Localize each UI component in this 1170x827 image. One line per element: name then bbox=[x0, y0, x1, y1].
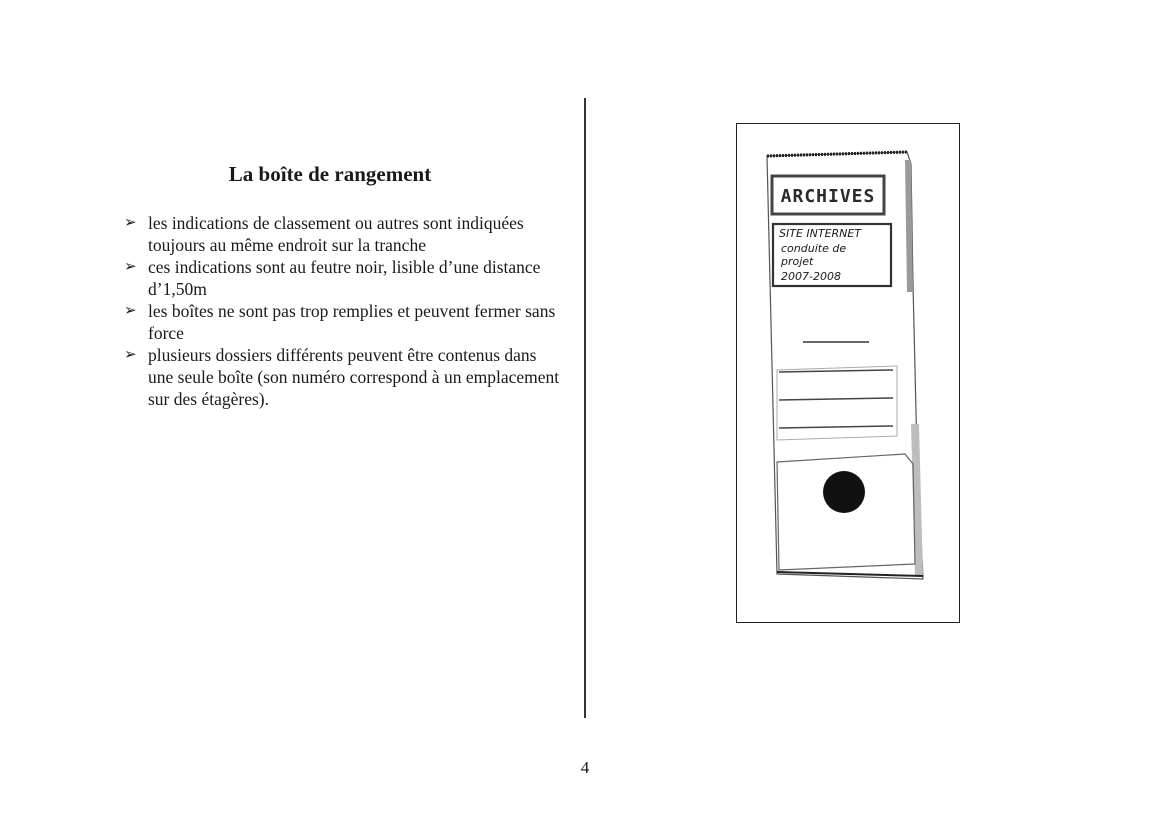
arrow-bullet-icon: ➢ bbox=[124, 347, 137, 363]
list-item-text: plusieurs dossiers différents peuvent être contenus dans une seule boîte (son numéro correspond à un emplacement sur des étagères). bbox=[148, 345, 560, 409]
arrow-bullet-icon: ➢ bbox=[124, 259, 137, 275]
list-item bbox=[120, 300, 560, 344]
page-number: 4 bbox=[580, 758, 590, 777]
list-item bbox=[120, 344, 560, 410]
list-item bbox=[120, 256, 560, 300]
handwritten-line: SITE INTERNET bbox=[779, 227, 862, 240]
list-item-text: les boîtes ne sont pas trop remplies et peuvent fermer sans force bbox=[148, 301, 556, 343]
handwritten-line: projet bbox=[781, 255, 814, 268]
page-divider bbox=[584, 98, 586, 718]
handwritten-line: 2007-2008 bbox=[781, 270, 841, 283]
archive-box-illustration bbox=[737, 124, 960, 623]
arrow-bullet-icon: ➢ bbox=[124, 303, 137, 319]
list-item-text: ces indications sont au feutre noir, lisible d’une distance d’1,50m bbox=[148, 257, 541, 299]
handwritten-line: conduite de bbox=[781, 242, 847, 255]
finger-hole bbox=[823, 471, 865, 513]
list-item bbox=[120, 212, 560, 256]
archive-box-photo bbox=[736, 123, 960, 623]
list-item-text: les indications de classement ou autres sont indiquées toujours au même endroit sur la tranche bbox=[148, 213, 524, 255]
bullet-list bbox=[120, 212, 560, 410]
box-spine-outline bbox=[767, 152, 923, 579]
page-title: La boîte de rangement bbox=[228, 162, 432, 186]
archives-stamp-text: ARCHIVES bbox=[780, 186, 876, 207]
arrow-bullet-icon: ➢ bbox=[124, 215, 137, 231]
